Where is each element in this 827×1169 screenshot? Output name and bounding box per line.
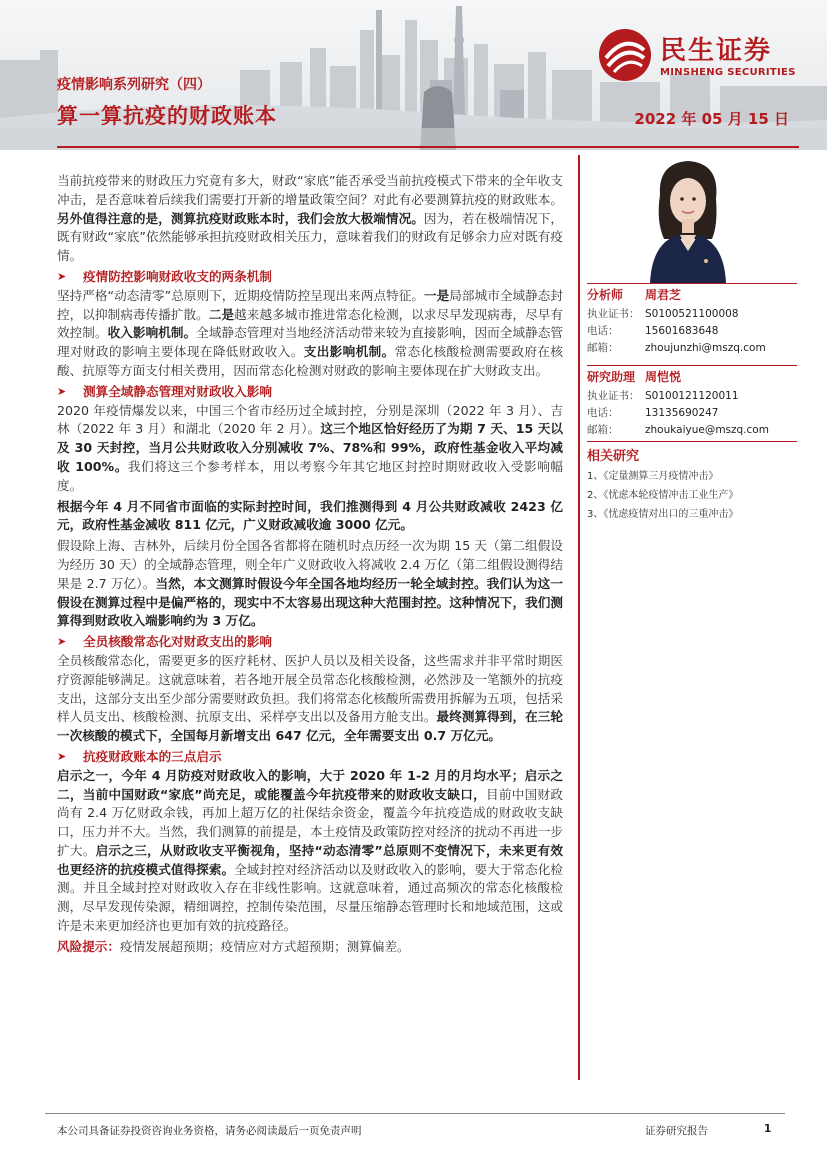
- report-date: 2022 年 05 月 15 日: [634, 110, 789, 128]
- s2-bold-3: 当然，本文测算时假设今年全国各地均经历一轮全域封控。我们认为这一假设在测算过程中是偏严格的，现实中不太容易出现这种大范围封控。这种情况下，我们测算得到财政收入端影响约为 3 万亿。: [57, 575, 563, 629]
- cert-label: 执业证书：: [587, 308, 640, 320]
- footer-divider: [45, 1113, 785, 1114]
- s3-bold-1: 最终测算得到，在三轮一次核酸的模式下，全国每月新增支出 647 亿元，全年需要支出 0.7 万亿元。: [57, 709, 564, 744]
- email-label: 邮箱：: [587, 424, 619, 436]
- s1-text-2: 局部城市全域静态封控，以抑制病毒传播扩散。: [57, 287, 563, 322]
- intro-text-1: 当前抗疫带来的财政压力究竟有多大，财政“家底”能否承受当前抗疫模式下带来的全年收支冲击，是否意味着后续我们需要打开新的增量政策空间？对此有必要测算抗疫的财政账本。: [57, 173, 563, 207]
- email-link[interactable]: zhoujunzhi@mszq.com: [645, 342, 766, 354]
- section-heading-revenue: [57, 383, 563, 402]
- minsheng-logo: [598, 28, 798, 84]
- assistant-cert-row: [587, 388, 797, 405]
- arrow-bullet-icon: ➤: [57, 269, 67, 283]
- insights-paragraph: [57, 767, 563, 936]
- s4-bold-1: 启示之一，今年 4 月防疫对财政收入的影响，大于 2020 年 1-2 月的月均水平；启示之二，当前中国财政“家底”尚充足，或能覆盖今年抗疫带来的财政收支缺口，: [57, 767, 563, 802]
- s1-text-3: 越来越多城市推进常态化检测，以求尽早发现病毒，尽早有效控制。: [57, 306, 564, 341]
- logo-english-name: MINSHENG SECURITIES: [660, 67, 796, 78]
- analyst-role-row: [587, 283, 797, 306]
- email-label: 邮箱：: [587, 342, 619, 354]
- column-divider: [578, 155, 580, 1080]
- related-research: [587, 441, 797, 524]
- s4-bold-2: 启示之三，从财政收支平衡视角，坚持“动态清零”总原则不变情况下，未来更有效也更经济的抗疫模式值得探索。: [57, 842, 563, 877]
- section-heading-text: 疫情防控影响财政收支的两条机制: [83, 268, 272, 284]
- intro-bold-1: 另外值得注意的是，测算抗疫财政账本时，我们会放大极端情况。: [57, 210, 424, 226]
- assistant-role: 研究助理: [587, 370, 636, 384]
- series-title: 疫情影响系列研究（四）: [57, 77, 211, 93]
- phone-value: 13135690247: [645, 407, 719, 419]
- analyst-card: [587, 283, 797, 357]
- report-header: [0, 0, 827, 150]
- related-research-item[interactable]: 3、《忧虑疫情对出口的三重冲击》: [587, 509, 739, 520]
- s3-text-1: 全员核酸常态化，需要更多的医疗耗材、医护人员以及相关设备，这些需求并非平常时期医疗资源能够满足。这就意味着，若各地开展全员常态化核酸检测，必然涉及一笔额外的抗疫支出，这部分支出至少部分需要财政负担。我们将常态化核酸所需费用拆解为五项，包括采样人员支出、核酸检测、抗原支出、采样亭支出以及备用方舱支出。: [57, 652, 563, 725]
- arrow-bullet-icon: ➤: [57, 635, 67, 649]
- summary-body: [57, 172, 563, 959]
- analyst-name: 周君芝: [645, 288, 682, 302]
- assistant-card: [587, 365, 797, 439]
- analyst-role: 分析师: [587, 288, 624, 302]
- minsheng-emblem-icon: [598, 28, 652, 82]
- s2-bold-1: 这三个地区恰好经历了为期 7 天、15 天以及 30 天封控，当月公共财政收入分别减收 7%、78%和 99%，政府性基金收入平均减收 100%。: [57, 421, 563, 474]
- analyst-cert-row: [587, 306, 797, 323]
- arrow-bullet-icon: ➤: [57, 749, 67, 763]
- footer-report-type: 证券研究报告: [645, 1125, 708, 1137]
- intro-paragraph: [57, 172, 563, 266]
- s2-text-1: 2020 年疫情爆发以来，中国三个省市经历过全域封控，分别是深圳（2022 年 3 月）、吉林（2022 年 3 月）和湖北（2020 年 2 月）。: [57, 402, 563, 437]
- related-research-item[interactable]: 2、《忧虑本轮疫情冲击工业生产》: [587, 490, 739, 501]
- section-heading-mechanisms: [57, 268, 563, 287]
- s2-text-2: 我们将这三个参考样本，用以考察今年其它地区封控时期财政收入受影响幅度。: [57, 458, 564, 493]
- s1-text-1: 坚持严格“动态清零”总原则下，近期疫情防控呈现出来两点特征。: [57, 287, 425, 303]
- s4-text-2: 全域封控对经济活动以及财政收入的影响，要大于常态化检测。并且全域封控对财政收入存在非线性影响。这就意味着，通过高频次的常态化核酸检测，尽早发现传染源，精细调控，控制传染范围，尽量压缩静态管理时长和地域范围，这或许是未来更加经济也更加有效的抗疫路径。: [57, 861, 564, 934]
- phone-label: 电话：: [587, 325, 619, 337]
- analyst-email-row: [587, 340, 797, 357]
- related-research-title: 相关研究: [587, 441, 797, 467]
- section-heading-text: 测算全域静态管理对财政收入影响: [83, 383, 272, 399]
- risk-warning: [57, 938, 563, 957]
- s1-text-5: 常态化核酸检测需要政府在核酸、抗原等方面支付相关费用，因而常态化检测对财政的影响主要体现在扩大财政支出。: [57, 344, 563, 378]
- section-heading-text: 抗疫财政账本的三点启示: [83, 748, 222, 764]
- phone-value: 15601683648: [645, 325, 719, 337]
- s1-bold-4: 支出影响机制。: [303, 344, 395, 360]
- header-divider: [57, 146, 799, 148]
- related-research-item[interactable]: 1、《定量测算三月疫情冲击》: [587, 471, 719, 482]
- s2-text-3: 假设除上海、吉林外，后续月份全国各省都将在随机时点历经一次为期 15 天（第二组假设为经历 30 天）的全域静态管理，则全年广义财政收入将减收 2.4 万亿（第二组假设测得结果是 2.7 万亿）。: [57, 538, 563, 591]
- s1-bold-3: 收入影响机制。: [107, 325, 197, 341]
- phone-label: 电话：: [587, 407, 619, 419]
- s1-text-4: 全域静态管理对当地经济活动带来较为直接影响，因而全域静态管理对财政的影响主要体现在降低财政收入。: [57, 325, 564, 360]
- footer-disclaimer: 本公司具备证券投资咨询业务资格，请务必阅读最后一页免责声明: [57, 1125, 362, 1137]
- page-number: 1: [764, 1123, 772, 1135]
- arrow-bullet-icon: ➤: [57, 384, 67, 398]
- s4-text-1: 目前中国财政尚有 2.4 万亿财政余钱，再加上超万亿的社保结余资金，覆盖今年抗疫造成的财政收支缺口，压力并不大。当然，我们测算的前提是，本土疫情及政策防控对经济的扰动不再进一步扩大。: [57, 786, 564, 858]
- assistant-email-row: [587, 422, 797, 439]
- revenue-paragraph-1: [57, 402, 563, 496]
- risk-label: 风险提示：: [57, 938, 120, 954]
- expenditure-paragraph: [57, 652, 563, 746]
- revenue-paragraph-3: [57, 537, 563, 631]
- assistant-role-row: [587, 365, 797, 388]
- s1-bold-1: 一是: [424, 287, 450, 303]
- mechanisms-paragraph: [57, 287, 563, 381]
- section-heading-text: 全员核酸常态化对财政支出的影响: [83, 634, 272, 650]
- logo-chinese-name: 民生证券: [660, 36, 773, 66]
- section-heading-expenditure: [57, 633, 563, 652]
- analyst-portrait: [642, 155, 734, 283]
- revenue-paragraph-2: [57, 498, 563, 536]
- report-title: 算一算抗疫的财政账本: [57, 104, 277, 128]
- cert-value: S0100521100008: [645, 308, 739, 320]
- risk-text: 疫情发展超预期；疫情应对方式超预期；测算偏差。: [119, 938, 410, 954]
- assistant-phone-row: [587, 405, 797, 422]
- analyst-phone-row: [587, 323, 797, 340]
- s2-bold-2: 根据今年 4 月不同省市面临的实际封控时间，我们推测得到 4 月公共财政减收 2423 亿元，政府性基金减收 811 亿元，广义财政减收逾 3000 亿元。: [57, 498, 563, 533]
- s1-bold-2: 二是: [208, 306, 235, 322]
- intro-text-2: 因为，若在极端情况下，既有财政“家底”依然能够承担抗疫财政相关压力，意味着我们的财政有足够余力应对既有疫情。: [57, 210, 564, 264]
- cert-label: 执业证书：: [587, 390, 640, 402]
- assistant-name: 周恺悦: [645, 370, 682, 384]
- section-heading-insights: [57, 748, 563, 767]
- cert-value: S0100121120011: [645, 390, 739, 402]
- email-link[interactable]: zhoukaiyue@mszq.com: [645, 424, 769, 436]
